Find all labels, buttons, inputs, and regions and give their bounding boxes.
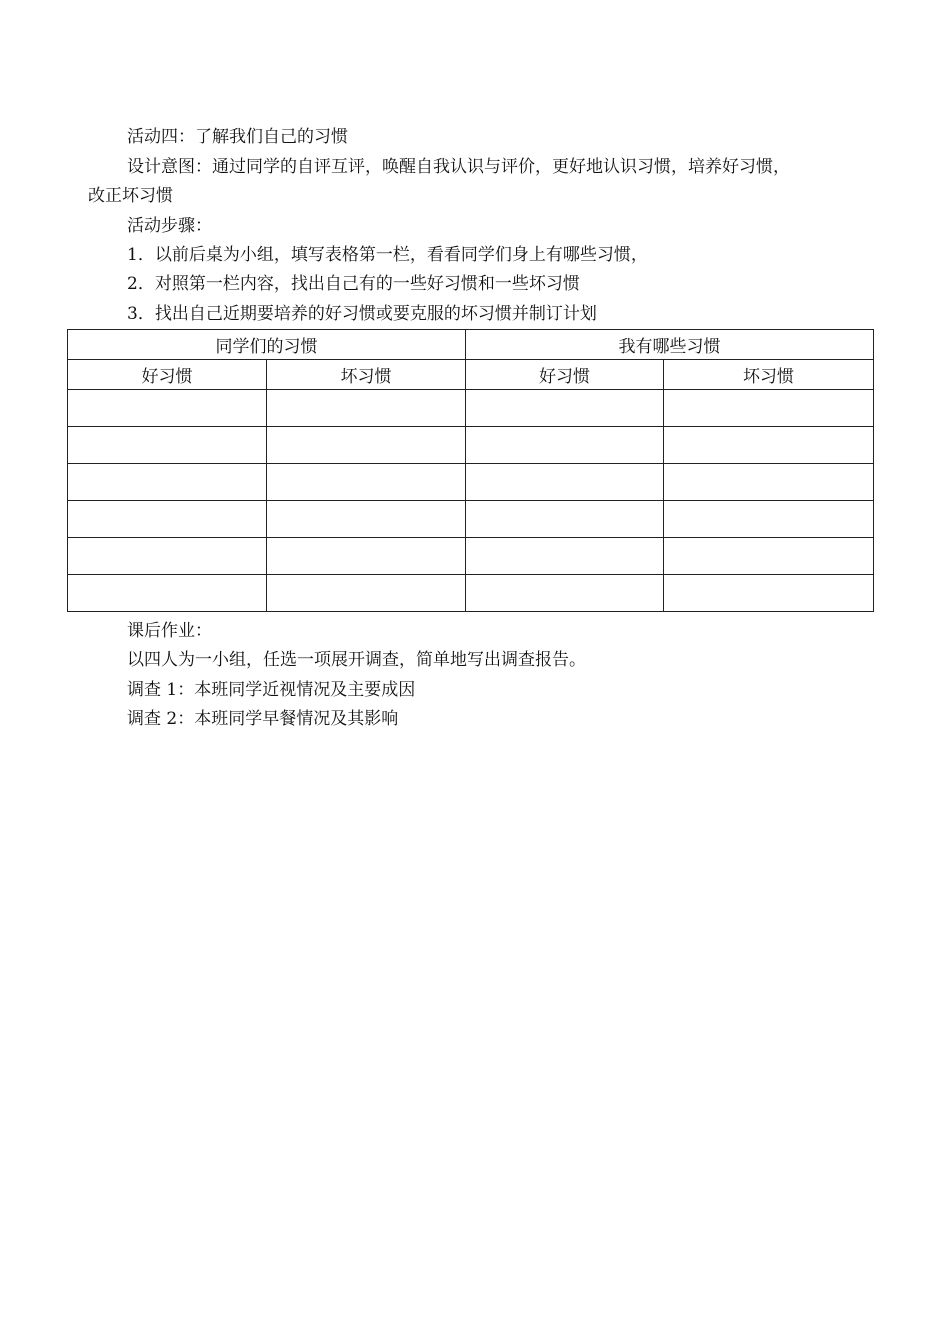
design-intent-line1: 设计意图：通过同学的自评互评，唤醒自我认识与评价，更好地认识习惯，培养好习惯， [127, 157, 790, 177]
table-cell[interactable] [267, 501, 466, 538]
group-header-classmates: 同学们的习惯 [68, 330, 466, 360]
table-row [68, 501, 874, 538]
table-cell[interactable] [68, 501, 267, 538]
table-cell[interactable] [664, 390, 874, 427]
table-cell[interactable] [267, 464, 466, 501]
design-intent-line2: 改正坏习惯 [88, 186, 173, 206]
table-cell[interactable] [664, 464, 874, 501]
table-cell[interactable] [68, 538, 267, 575]
table-cell[interactable] [466, 464, 664, 501]
habits-table [67, 329, 874, 612]
table-row [68, 575, 874, 612]
table-cell[interactable] [466, 501, 664, 538]
table-group-header-row [68, 330, 874, 360]
table-cell[interactable] [68, 427, 267, 464]
survey-2: 调查 2：本班同学早餐情况及其影响 [127, 709, 399, 729]
table-cell[interactable] [664, 538, 874, 575]
table-row [68, 390, 874, 427]
sub-header-mine-good: 好习惯 [466, 360, 664, 390]
table-cell[interactable] [466, 575, 664, 612]
table-cell[interactable] [68, 575, 267, 612]
table-cell[interactable] [267, 538, 466, 575]
step-2: 2．对照第一栏内容，找出自己有的一些好习惯和一些坏习惯 [127, 274, 580, 294]
activity-title: 活动四：了解我们自己的习惯 [127, 127, 348, 147]
survey-1: 调查 1：本班同学近视情况及主要成因 [127, 680, 416, 700]
table-row [68, 538, 874, 575]
group-header-mine: 我有哪些习惯 [466, 330, 874, 360]
sub-header-classmates-bad: 坏习惯 [267, 360, 466, 390]
steps-label: 活动步骤： [127, 216, 212, 236]
table-cell[interactable] [267, 390, 466, 427]
table-cell[interactable] [267, 575, 466, 612]
table-cell[interactable] [664, 501, 874, 538]
table-cell[interactable] [466, 390, 664, 427]
table-cell[interactable] [267, 427, 466, 464]
step-3: 3．找出自己近期要培养的好习惯或要克服的坏习惯并制订计划 [127, 304, 597, 324]
table-cell[interactable] [664, 575, 874, 612]
table-cell[interactable] [68, 390, 267, 427]
table-cell[interactable] [68, 464, 267, 501]
table-cell[interactable] [466, 427, 664, 464]
table-sub-header-row [68, 360, 874, 390]
table-row [68, 464, 874, 501]
table-cell[interactable] [664, 427, 874, 464]
table-row [68, 427, 874, 464]
homework-label: 课后作业： [127, 621, 212, 641]
sub-header-classmates-good: 好习惯 [68, 360, 267, 390]
table-cell[interactable] [466, 538, 664, 575]
sub-header-mine-bad: 坏习惯 [664, 360, 874, 390]
step-1: 1．以前后桌为小组，填写表格第一栏，看看同学们身上有哪些习惯， [127, 245, 648, 265]
homework-instruction: 以四人为一小组，任选一项展开调查，简单地写出调查报告。 [127, 650, 586, 670]
